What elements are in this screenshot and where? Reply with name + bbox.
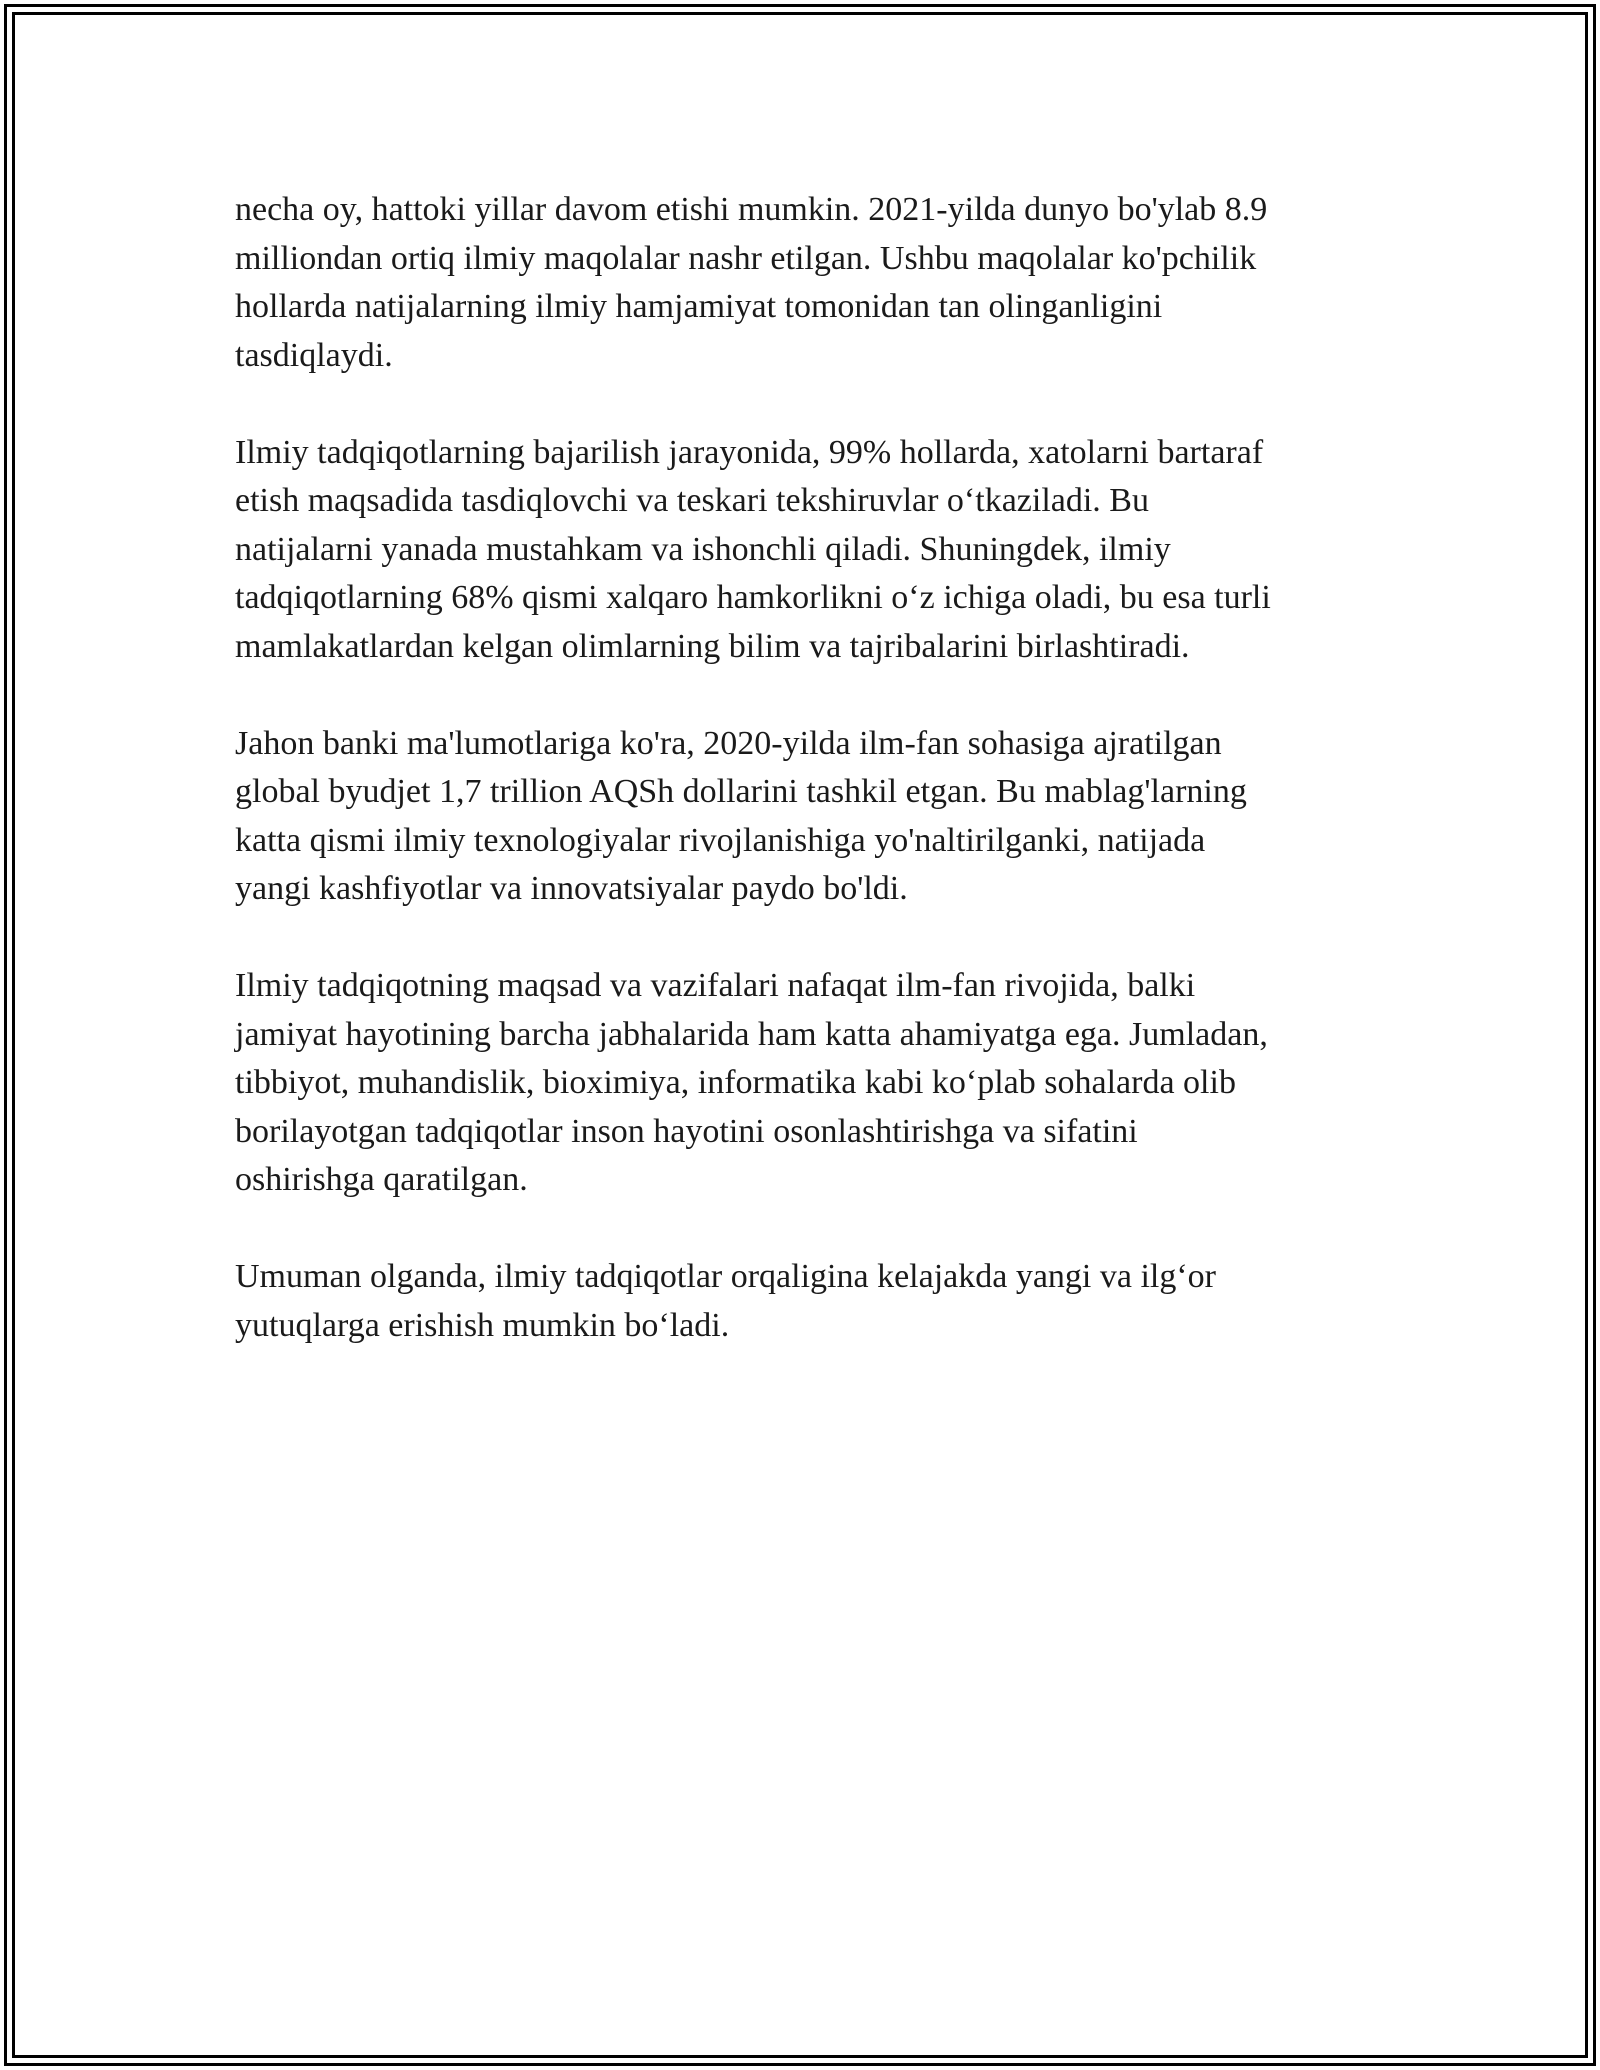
text-line: mamlakatlardan kelgan olimlarning bilim va tajribalarini birlashtiradi. — [235, 627, 1190, 665]
text-line: necha oy, hattoki yillar davom etishi mumkin. 2021-yilda dunyo bo'ylab 8.9 — [235, 191, 1268, 228]
text-line: katta qismi ilmiy texnologiyalar rivojlanishiga yo'naltirilganki, natijada — [235, 821, 1206, 859]
text-line: Ilmiy tadqiqotlarning bajarilish jarayonida, 99% hollarda, xatolarni bartaraf — [235, 433, 1264, 471]
text-line: milliondan ortiq ilmiy maqolalar nashr etilgan. Ushbu maqolalar ko'pchilik — [235, 239, 1257, 277]
text-line: oshirishga qaratilgan. — [235, 1161, 528, 1198]
text-line: tasdiqlaydi. — [235, 336, 393, 374]
document-body — [235, 186, 1365, 1399]
text-line: yangi kashfiyotlar va innovatsiyalar paydo bo'ldi. — [235, 870, 908, 907]
paragraph-4 — [235, 962, 1365, 1205]
text-line: natijalarni yanada mustahkam va ishonchli qiladi. Shuningdek, ilmiy — [235, 530, 1171, 568]
paragraph-1 — [235, 186, 1365, 380]
text-line: yutuqlarga erishish mumkin bo‘ladi. — [235, 1306, 730, 1344]
paragraph-2 — [235, 429, 1365, 672]
paragraph-5 — [235, 1253, 1365, 1350]
text-line: tibbiyot, muhandislik, bioximiya, informatika kabi ko‘plab sohalarda olib — [235, 1064, 1236, 1101]
text-line: jamiyat hayotining barcha jabhalarida ham katta ahamiyatga ega. Jumladan, — [235, 1015, 1268, 1053]
text-line: global byudjet 1,7 trillion AQSh dollarini tashkil etgan. Bu mablag'larning — [235, 773, 1247, 810]
text-line: etish maqsadida tasdiqlovchi va teskari tekshiruvlar o‘tkaziladi. Bu — [235, 482, 1149, 519]
paragraph-3 — [235, 720, 1365, 914]
text-line: Ilmiy tadqiqotning maqsad va vazifalari nafaqat ilm-fan rivojida, balki — [235, 967, 1196, 1004]
text-line: hollarda natijalarning ilmiy hamjamiyat tomonidan tan olinganligini — [235, 288, 1163, 325]
text-line: borilayotgan tadqiqotlar inson hayotini osonlashtirishga va sifatini — [235, 1112, 1138, 1150]
text-line: Jahon banki ma'lumotlariga ko'ra, 2020-yilda ilm-fan sohasiga ajratilgan — [235, 724, 1222, 762]
text-line: tadqiqotlarning 68% qismi xalqaro hamkorlikni o‘z ichiga oladi, bu esa turli — [235, 579, 1271, 616]
text-line: Umuman olganda, ilmiy tadqiqotlar orqaligina kelajakda yangi va ilg‘or — [235, 1258, 1217, 1295]
